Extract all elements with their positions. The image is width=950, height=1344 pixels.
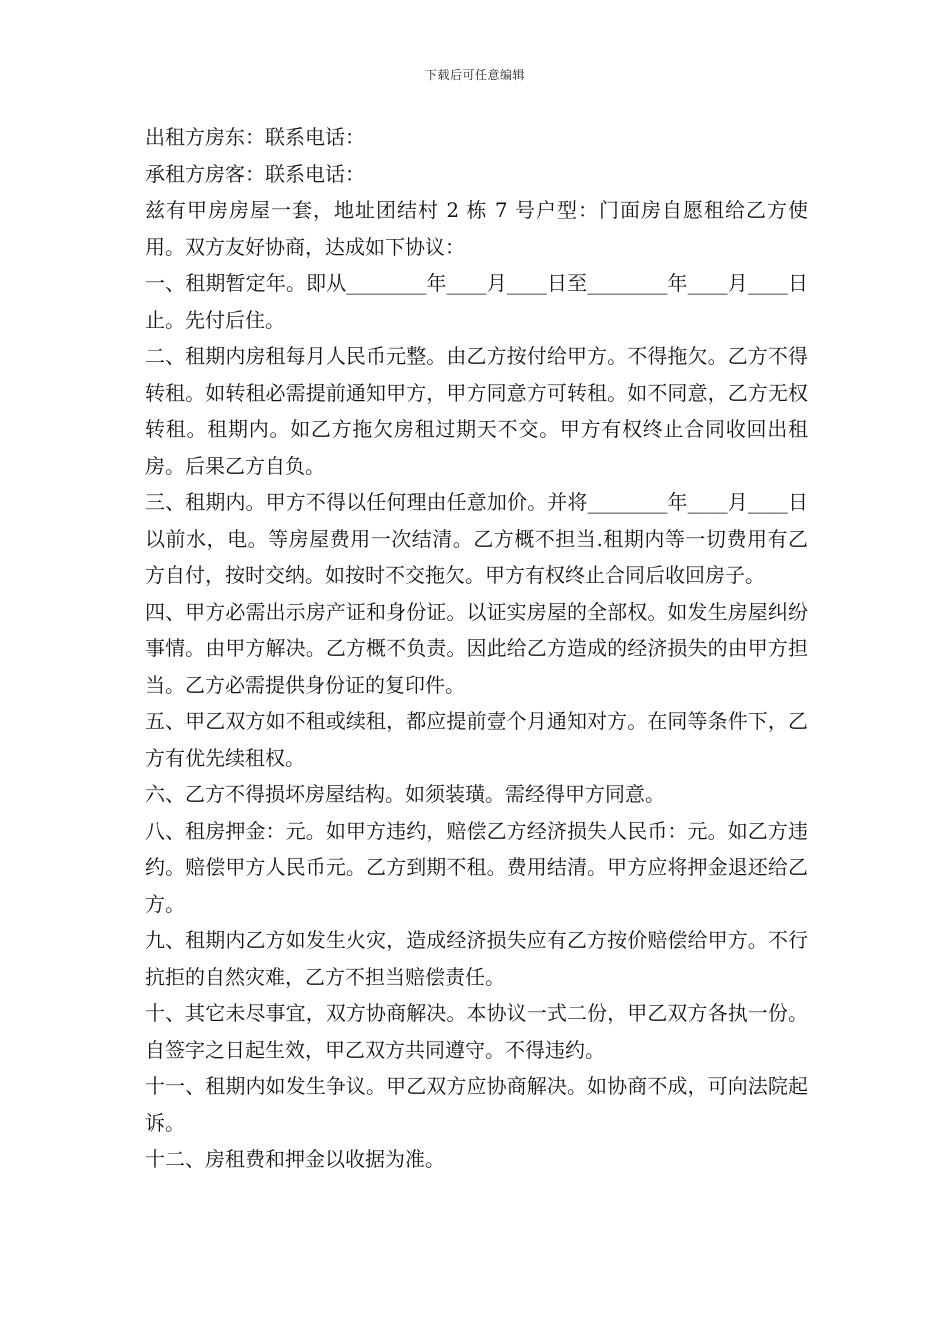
clause-4: 四、甲方必需出示房产证和身份证。以证实房屋的全部权。如发生房屋纠纷事情。由甲方解决。乙方概不负责。因此给乙方造成的经济损失的由甲方担当。乙方必需提供身份证的复印件。 <box>145 599 808 697</box>
clause-12: 十二、房租费和押金以收据为准。 <box>145 1147 445 1171</box>
clause-6: 六、乙方不得损坏房屋结构。如须装璜。需经得甲方同意。 <box>145 782 665 806</box>
page-header-note: 下载后可任意编辑 <box>424 68 525 82</box>
intro-paragraph: 兹有甲房房屋一套，地址团结村 2 栋 7 号户型：门面房自愿租给乙方使用。双方友好协商，达成如下协议： <box>145 198 808 259</box>
clause-9: 九、租期内乙方如发生火灾，造成经济损失应有乙方按价赔偿给甲方。不行抗拒的自然灾难，乙方不担当赔偿责任。 <box>145 928 808 989</box>
clause-10: 十、其它未尽事宜，双方协商解决。本协议一式二份，甲乙双方各执一份。自签字之日起生效，甲乙双方共同遵守。不得违约。 <box>145 1001 808 1062</box>
tenant-line: 承租方房客：联系电话： <box>145 161 365 186</box>
landlord-line: 出租方房东：联系电话： <box>145 125 365 149</box>
clause-5: 五、甲乙双方如不租或续租，都应提前壹个月通知对方。在同等条件下，乙方有优先续租权。 <box>145 709 808 770</box>
clause-1: 一、租期暂定年。即从________年____月____日至________年____月____日止。先付后住。 <box>145 271 808 332</box>
clause-11: 十一、租期内如发生争议。甲乙双方应协商解决。如协商不成，可向法院起诉。 <box>145 1074 808 1135</box>
clause-8: 八、租房押金：元。如甲方违约，赔偿乙方经济损失人民币：元。如乙方违约。赔偿甲方人民币元。乙方到期不租。费用结清。甲方应将押金退还给乙方。 <box>145 818 808 916</box>
clause-3: 三、租期内。甲方不得以任何理由任意加价。并将________年____月____日以前水，电。等房屋费用一次结清。乙方概不担当.租期内等一切费用有乙方自付，按时交纳。如按时不交拖欠。甲方有权终止合同后收回房子。 <box>145 490 808 587</box>
contract-body <box>145 119 808 1178</box>
clause-2: 二、租期内房租每月人民币元整。由乙方按付给甲方。不得拖欠。乙方不得转租。如转租必需提前通知甲方，甲方同意方可转租。如不同意，乙方无权转租。租期内。如乙方拖欠房租过期天不交。甲方有权终止合同收回出租房。后果乙方自负。 <box>145 344 808 478</box>
